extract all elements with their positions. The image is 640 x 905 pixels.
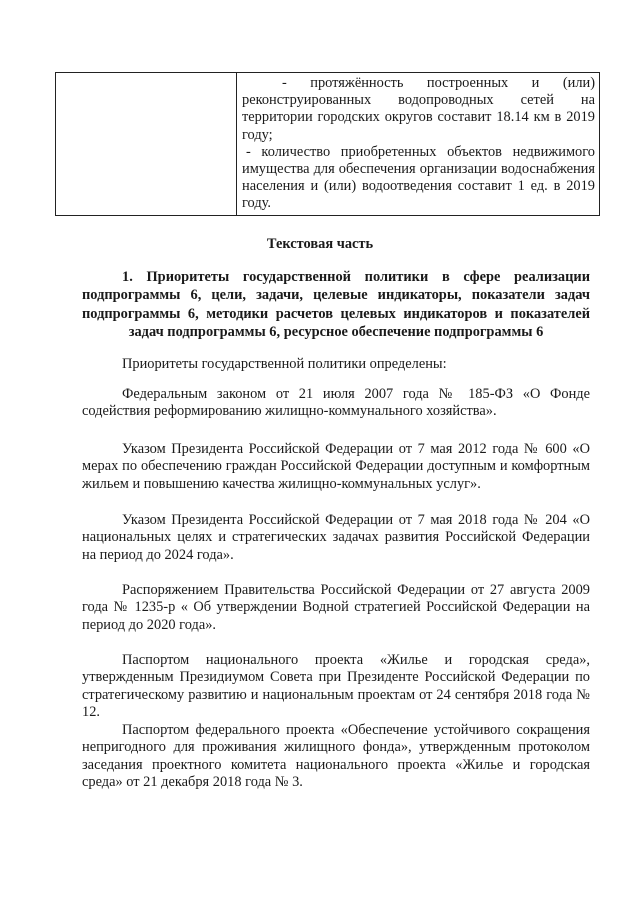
paragraph-federal-project: Паспортом федерального проекта «Обеспечение устойчивого сокращения непригодного для проживания жилищного фонда», утвержденным протоколом заседания проектного комитета национального проекта «Жилье и городская среда» от 21 декабря 2018 года № 3. (82, 722, 590, 791)
paragraph-decree-204: Указом Президента Российской Федерации от 7 мая 2018 года № 204 «О национальных целях и стратегических задачах развития Российской Федерации на период до 2024 года». (82, 512, 590, 563)
table-row (56, 73, 600, 216)
indicator-property-objects: - количество приобретенных объектов недвижимого имущества для обеспечения организации водоснабжения населения и (или) водоотведения составит 1 ед. в 2019 году. (242, 143, 595, 212)
paragraph-order-1235: Распоряжением Правительства Российской Федерации от 27 августа 2009 года № 1235-р « Об утверждении Водной стратегией Российской Федерации на период до 2020 года». (82, 582, 590, 633)
table-cell-empty (56, 73, 237, 216)
section-heading: 1. Приоритеты государственной политики в сфере реализации подпрограммы 6, цели, задачи, целевые индикаторы, показатели задач подпрограммы 6, методики расчетов целевых индикаторов и показателей задач подпрограммы 6, ресурсное обеспечение подпрограммы 6 (82, 269, 590, 341)
paragraph-decree-600: Указом Президента Российской Федерации от 7 мая 2012 года № 600 «О мерах по обеспечению граждан Российской Федерации доступным и комфортным жильем и повышению качества жилищно-коммунальных услуг». (82, 441, 590, 492)
indicator-pipeline-length: - протяжённость построенных и (или) реконструированных водопроводных сетей на территории городских округов составит 18.14 км в 2019 году; (242, 75, 595, 143)
table-cell-indicators (237, 73, 600, 216)
paragraph-federal-law: Федеральным законом от 21 июля 2007 года № 185-ФЗ «О Фонде содействия реформированию жилищно-коммунального хозяйства». (82, 386, 590, 420)
paragraph-national-project: Паспортом национального проекта «Жилье и городская среда», утвержденным Президиумом Совета при Президенте Российской Федерации по стратегическому развитию и национальным проектам от 24 сентября 2018 года № 12. (82, 652, 590, 721)
paragraph-priorities-intro: Приоритеты государственной политики определены: (122, 356, 447, 372)
text-part-heading: Текстовая часть (266, 236, 374, 252)
indicators-table (55, 72, 600, 216)
